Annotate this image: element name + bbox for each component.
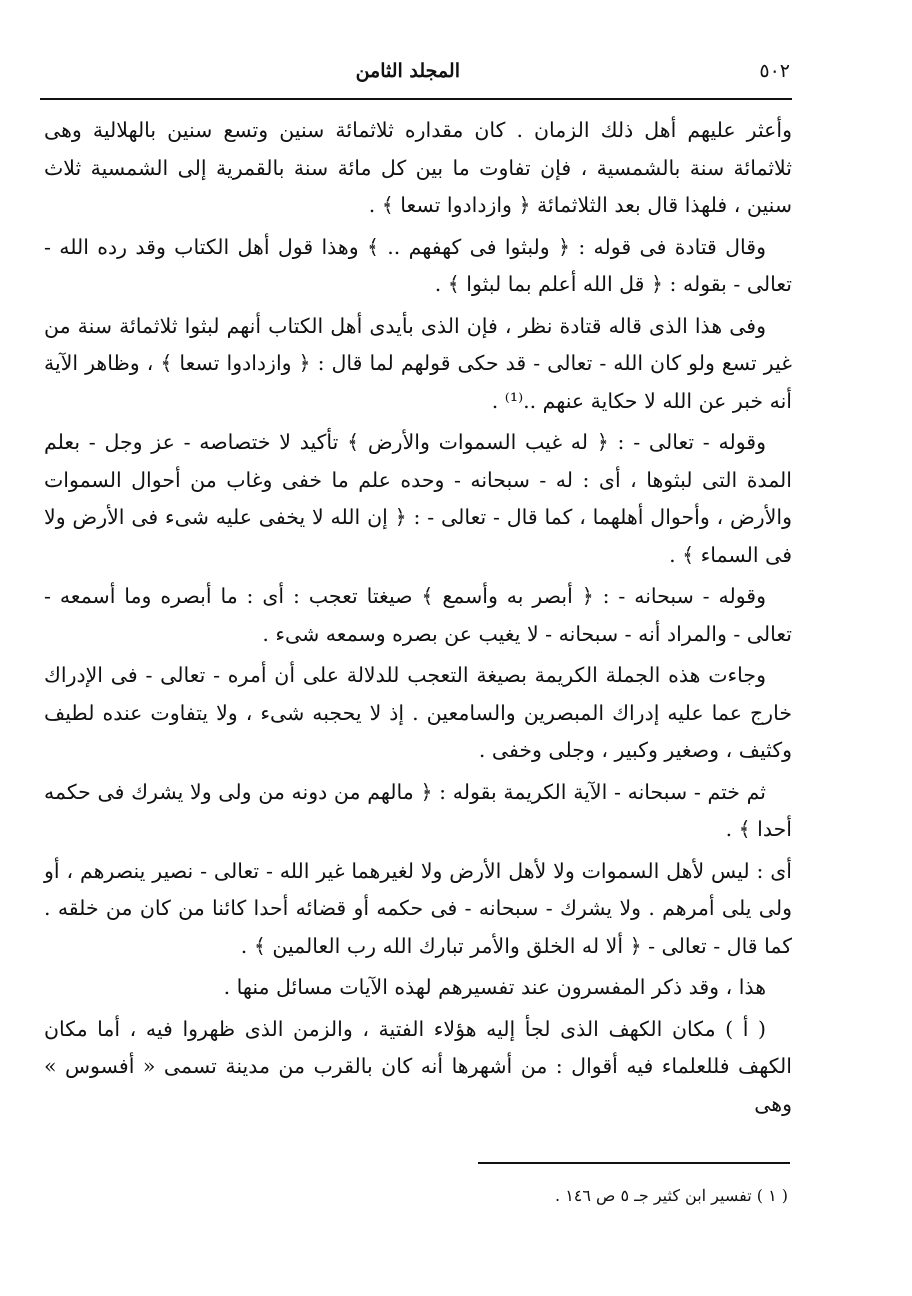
paragraph: وفى هذا الذى قاله قتادة نظر ، فإن الذى بأيدى أهل الكتاب أنهم لبثوا ثلاثمائة سنة من غير تسع ولو كان الله - تعالى - قد حكى قولهم لما قال : ﴿ وازدادوا تسعا ﴾ ، وظاهر الآية أنه خبر عن الله لا حكاية عنهم ..⁽¹⁾ . [44,313,792,413]
paragraph: وأعثر عليهم أهل ذلك الزمان . كان مقداره ثلاثمائة سنين وتسع سنين بالهلالية وهى ثلاثمائة سنة بالشمسية ، فإن تفاوت ما بين كل مائة سنة بالقمرية إلى الشمسية ثلاث سنين ، فلهذا قال بعد الثلاثمائة ﴿ وازدادوا تسعا ﴾ . [44,118,792,217]
page-number: ٥٠٢ [759,60,790,82]
footnote: ( ١ ) تفسير ابن كثير جـ ٥ ص ١٤٦ . [555,1186,788,1205]
footnote-rule [478,1162,790,1164]
main-text [44,112,792,1127]
paragraph: وقوله - سبحانه - : ﴿ أبصر به وأسمع ﴾ صيغتا تعجب : أى : ما أبصره وما أسمعه - تعالى - والمراد أنه - سبحانه - لا يغيب عن بصره وسمعه شىء . [44,584,792,646]
paragraph: هذا ، وقد ذكر المفسرون عند تفسيرهم لهذه الآيات مسائل منها . [223,975,766,999]
paragraph: أى : ليس لأهل السموات ولا لأهل الأرض ولا لغيرهما غير الله - تعالى - نصير ينصرهم ، أو ولى يلى أمرهم . ولا يشرك - سبحانه - فى حكمه أو قضائه أحدا كائنا من كان من خلقه . كما قال - تعالى - ﴿ ألا له الخلق والأمر تبارك الله رب العالمين ﴾ . [44,858,792,958]
page-header [40,56,790,96]
paragraph: وقال قتادة فى قوله : ﴿ ولبثوا فى كهفهم .. ﴾ وهذا قول أهل الكتاب وقد رده الله - تعالى - بقوله : ﴿ قل الله أعلم بما لبثوا ﴾ . [44,234,792,296]
paragraph: وجاءت هذه الجملة الكريمة بصيغة التعجب للدلالة على أن أمره - تعالى - فى الإدراك خارج عما عليه إدراك المبصرين والسامعين . إذ لا يحجبه شىء ، ولا يتفاوت عنده لطيف وكثيف ، وصغير وكبير ، وجلى وخفى . [44,663,792,762]
paragraph: ثم ختم - سبحانه - الآية الكريمة بقوله : ﴿ مالهم من دونه من ولى ولا يشرك فى حكمه أحدا ﴾ . [44,779,792,841]
paragraph: وقوله - تعالى - : ﴿ له غيب السموات والأرض ﴾ تأكيد لا ختصاصه - عز وجل - بعلم المدة التى لبثوها ، أى : له - سبحانه - وحده علم ما خفى وغاب من أحوال السموات والأرض ، وأحوال أهلهما ، كما قال - تعالى - : ﴿ إن الله لا يخفى عليه شىء فى الأرض ولا فى السماء ﴾ . [44,430,792,567]
running-title: المجلد الثامن [355,60,460,82]
paragraph: ( أ ) مكان الكهف الذى لجأ إليه هؤلاء الفتية ، والزمن الذى ظهروا فيه ، أما مكان الكهف فللعلماء فيه أقوال : من أشهرها أنه كان بالقرب من مدينة تسمى « أفسوس » وهى [44,1016,792,1116]
header-rule [40,98,792,100]
